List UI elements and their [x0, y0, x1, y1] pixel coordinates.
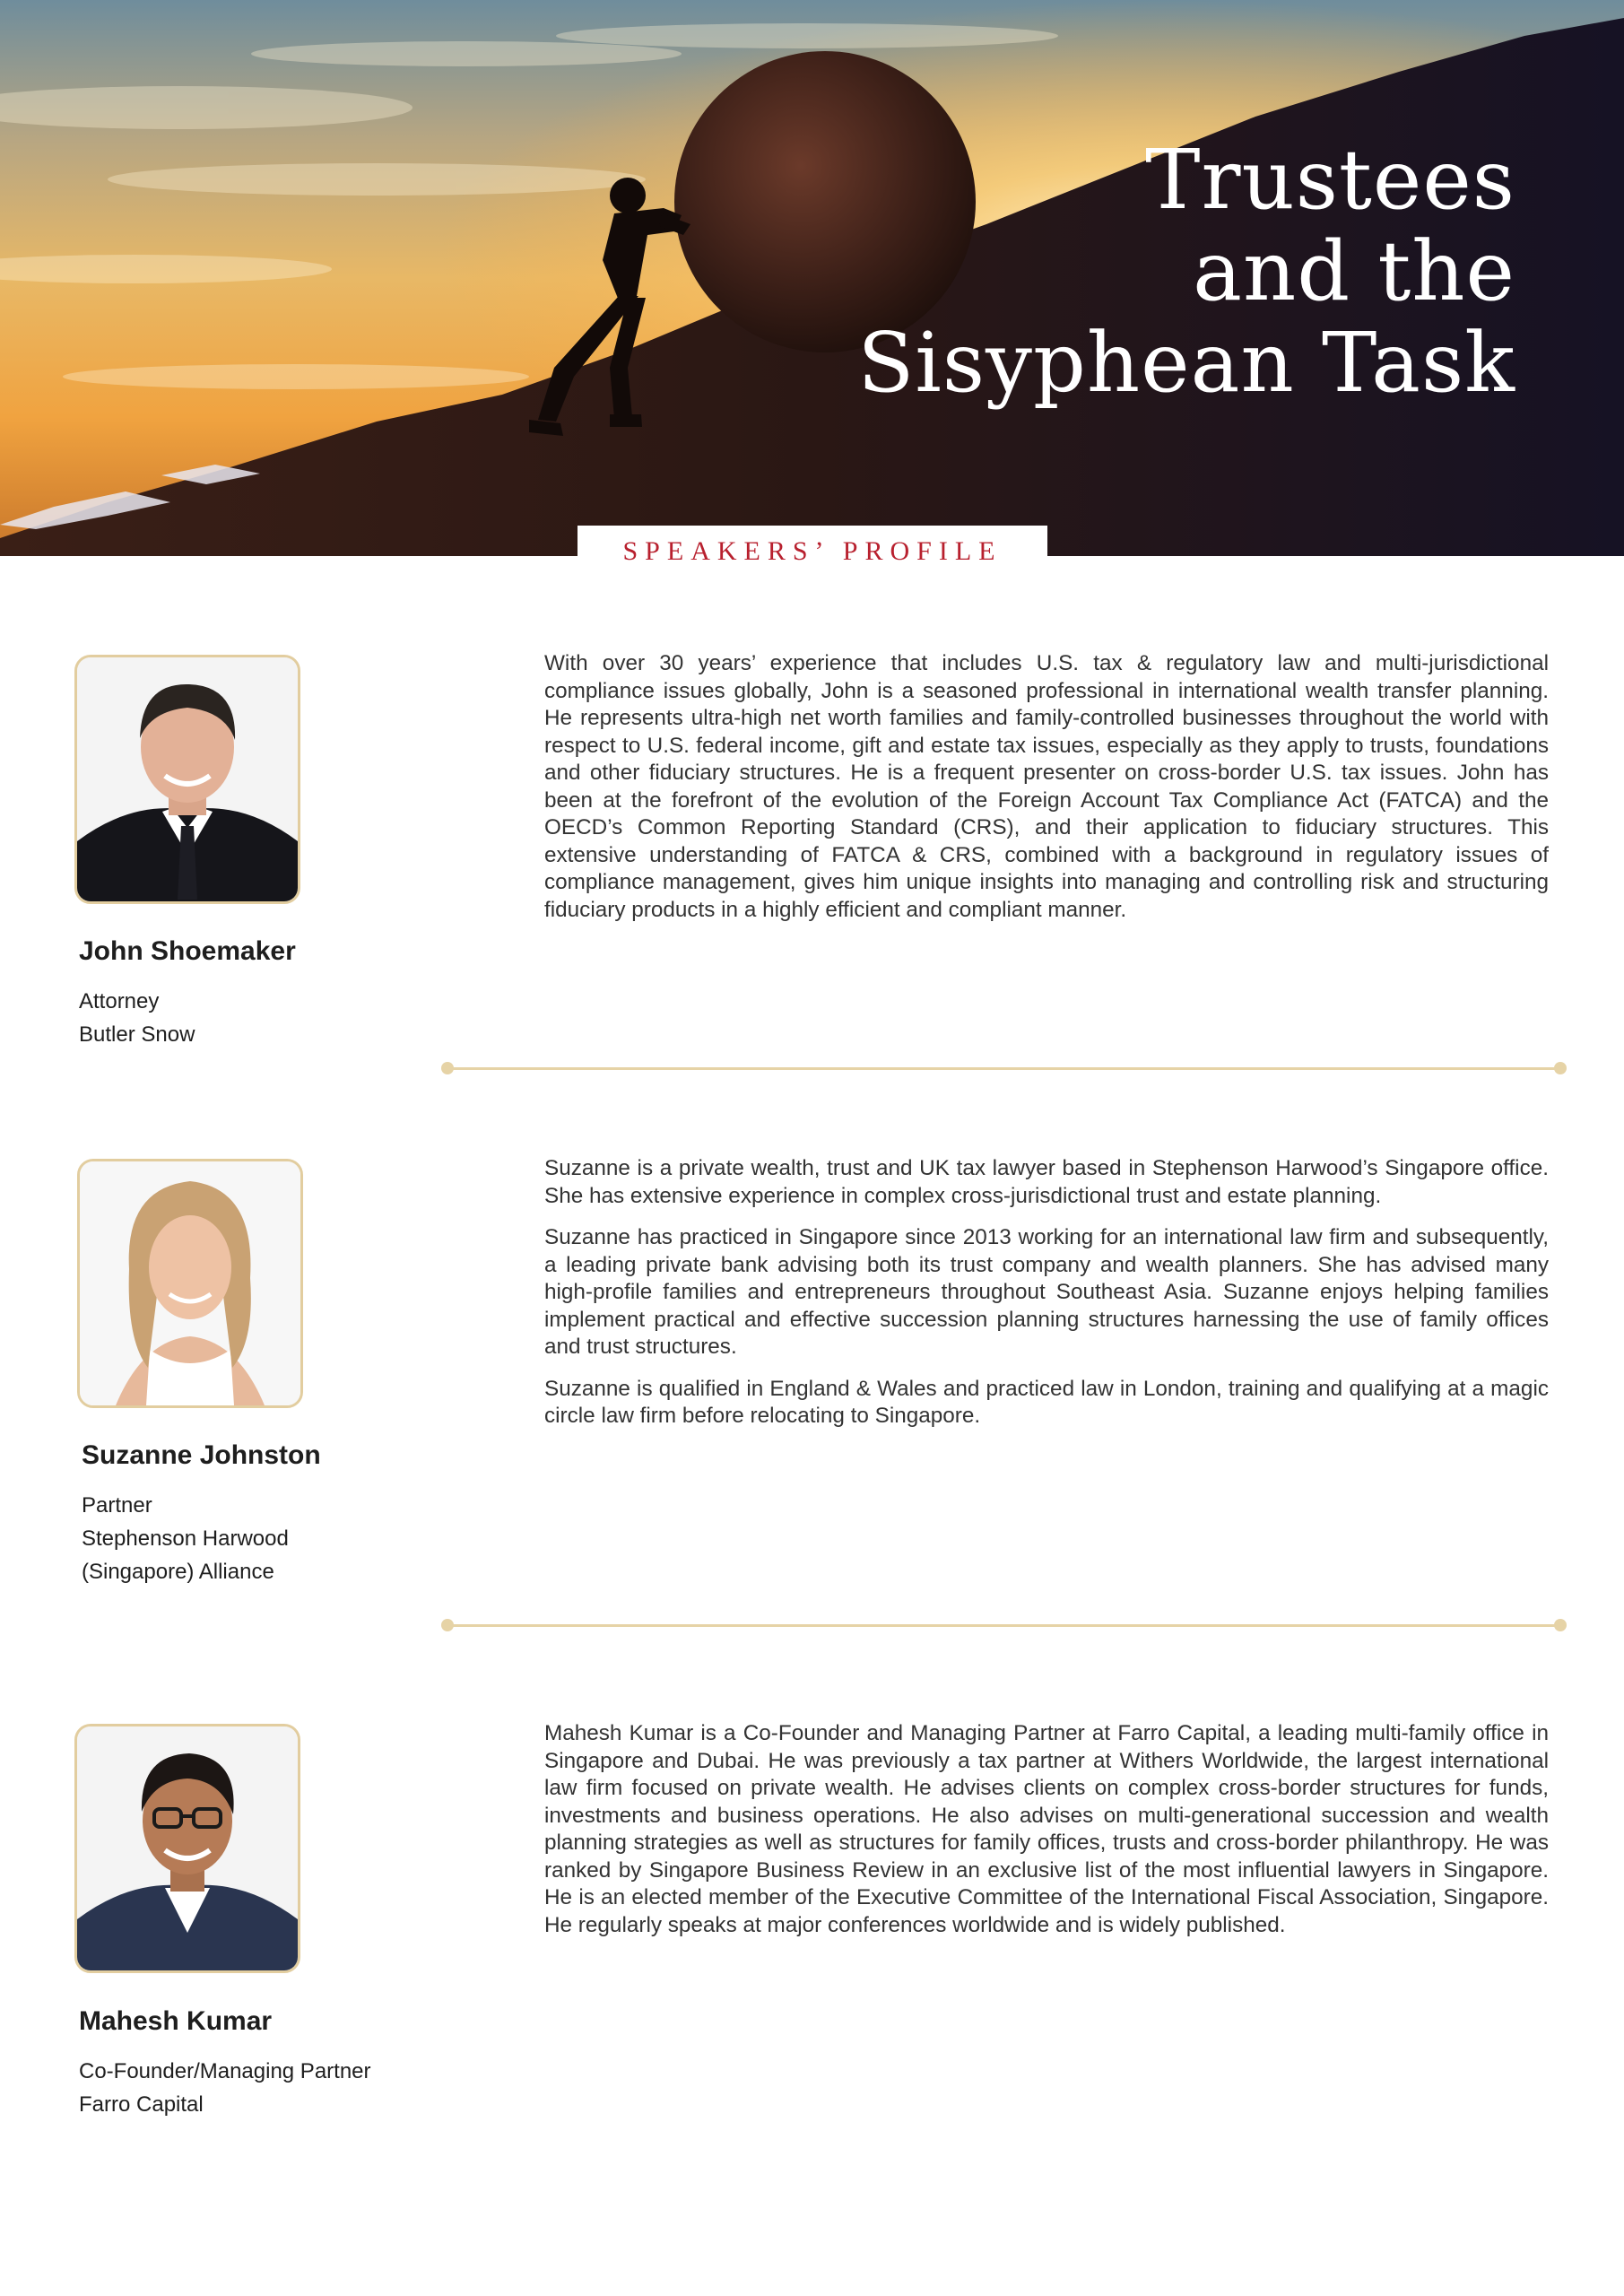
hero-banner: [0, 0, 1624, 556]
section-divider: [441, 1062, 1567, 1074]
speaker-affiliation: [79, 2055, 371, 2121]
speaker-affiliation: [79, 985, 195, 1051]
speaker-photo-suzanne-johnston: [77, 1159, 303, 1408]
speaker-organization: (Singapore) Alliance: [82, 1560, 274, 1584]
bio-paragraph: With over 30 years’ experience that includes U.S. tax & regulatory law and multi-jurisdictional compliance issues globally, John is a seasoned professional in international wealth transfer planning. He represents ultra-high net worth families and family-controlled businesses throughout the world with respect to U.S. federal income, gift and estate tax issues, especially as they apply to trusts, foundations and other fiduciary structures. He is a frequent presenter on cross-border U.S. tax issues. John has been at the forefront of the evolution of the Foreign Account Tax Compliance Act (FATCA) and the OECD’s Common Reporting Standard (CRS), and their application to fiduciary structures. This extensive understanding of FATCA & CRS, combined with a background in regulatory issues of compliance management, gives him unique insights into managing and controlling risk and structuring fiduciary products in a highly efficient and compliant manner.: [544, 651, 1549, 922]
section-divider: [441, 1619, 1567, 1631]
section-label-tab: [578, 526, 1047, 570]
speaker-affiliation: [82, 1489, 289, 1588]
hero-title-line: Sisyphean Task: [857, 315, 1515, 411]
speaker-bio: [544, 650, 1549, 938]
speaker-role: Attorney: [79, 989, 160, 1013]
speaker-name: John Shoemaker: [79, 936, 296, 966]
speaker-organization: Stephenson Harwood: [82, 1526, 289, 1551]
speaker-role: Co-Founder/Managing Partner: [79, 2059, 371, 2083]
speaker-bio: [544, 1720, 1549, 1953]
bio-paragraph: Mahesh Kumar is a Co-Founder and Managing Partner at Farro Capital, a leading multi-family office in Singapore and Dubai. He was previously a tax partner at Withers Worldwide, the largest international law firm focused on private wealth. He advises clients on complex cross-border structures for funds, investments and business operations. He also advises on multi-generational succession and wealth planning strategies as well as structures for family offices, trusts and cross-border philanthropy. He was ranked by Singapore Business Review in an exclusive list of the most influential lawyers in Singapore. He is an elected member of the Executive Committee of the International Fiscal Association, Singapore. He regularly speaks at major conferences worldwide and is widely published.: [544, 1721, 1549, 1937]
speaker-role: Partner: [82, 1493, 152, 1518]
speaker-name: Mahesh Kumar: [79, 2006, 273, 2036]
speaker-bio: [544, 1155, 1549, 1445]
hero-title-line: and the: [1193, 223, 1515, 319]
speaker-photo-john-shoemaker: [74, 655, 300, 904]
section-label: SPEAKERS’ PROFILE: [622, 536, 1003, 566]
bio-paragraph: Suzanne is a private wealth, trust and UK tax lawyer based in Stephenson Harwood’s Singapore office. She has extensive experience in complex cross-jurisdictional trust and estate planning.: [544, 1156, 1549, 1208]
speaker-photo-mahesh-kumar: [74, 1724, 300, 1973]
hero-title: [857, 132, 1515, 411]
speaker-name: Suzanne Johnston: [82, 1440, 321, 1470]
speaker-organization: Farro Capital: [79, 2092, 204, 2117]
bio-paragraph: Suzanne has practiced in Singapore since 2013 working for an international law firm and subsequently, a leading private bank advising both its trust company and wealth planners. She has advised many high-profile families and entrepreneurs throughout Southeast Asia. Suzanne enjoys helping families implement practical and effective succession planning structures harnessing the use of family offices and trust structures.: [544, 1225, 1549, 1359]
bio-paragraph: Suzanne is qualified in England & Wales and practiced law in London, training and qualifying at a magic circle law firm before relocating to Singapore.: [544, 1376, 1549, 1428]
hero-title-line: Trustees: [1145, 132, 1515, 228]
speaker-organization: Butler Snow: [79, 1022, 195, 1047]
